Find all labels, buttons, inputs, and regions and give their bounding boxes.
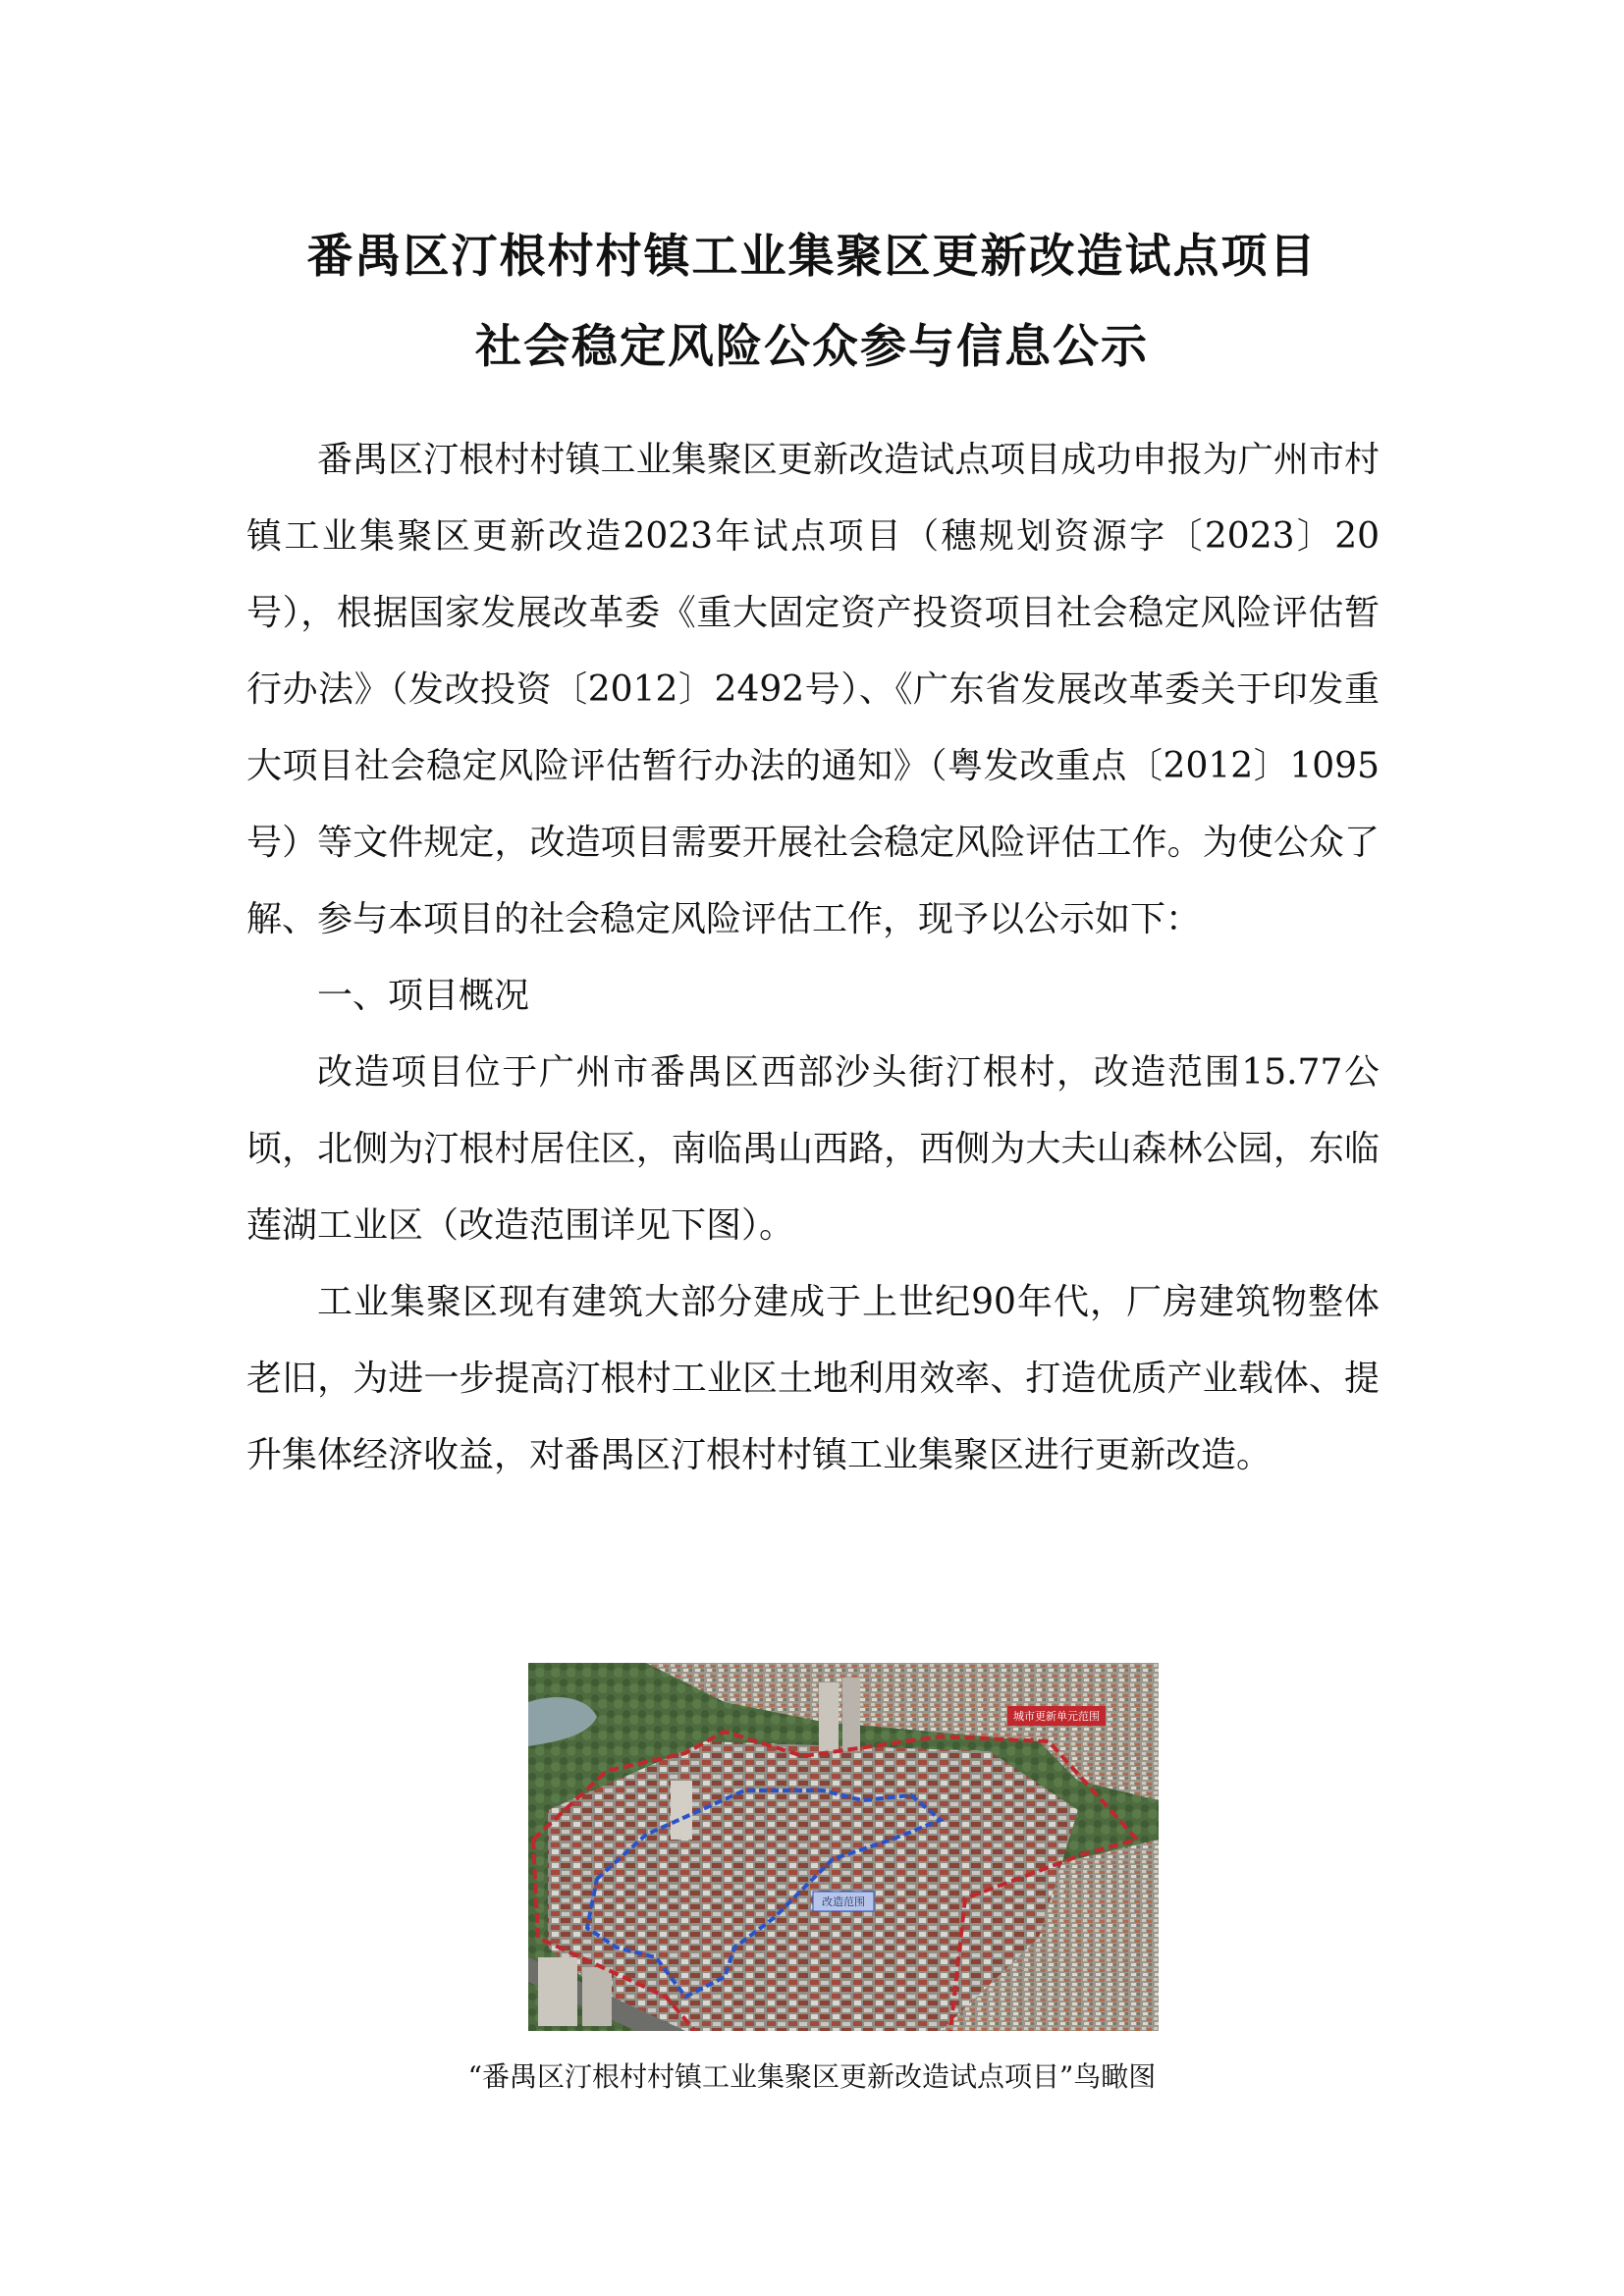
intro-paragraph: 番禺区汀根村村镇工业集聚区更新改造试点项目成功申报为广州市村镇工业集聚区更新改造2023年试点项目（穗规划资源字〔2023〕20号），根据国家发展改革委《重大固定资产投资项目社会稳定风险评估暂行办法》（发改投资〔2012〕2492号）、《广东省发展改革委关于印发重大项目社会稳定风险评估暂行办法的通知》（粤发改重点〔2012〕1095号）等文件规定，改造项目需要开展社会稳定风险评估工作。为使公众了解、参与本项目的社会稳定风险评估工作，现予以公示如下： [246, 440, 1380, 939]
section-heading-project-overview: 一、项目概况 [317, 976, 530, 1016]
figure-caption: “番禺区汀根村村镇工业集聚区更新改造试点项目”鸟瞰图 [467, 2060, 1157, 2093]
tower [582, 1967, 612, 2026]
location-paragraph: 改造项目位于广州市番禺区西部沙头街汀根村，改造范围15.77公顷，北侧为汀根村居住区，南临禺山西路，西侧为大夫山森林公园，东临莲湖工业区（改造范围详见下图）。 [246, 1052, 1380, 1246]
renewal-unit-label [1007, 1706, 1106, 1726]
background-paragraph: 工业集聚区现有建筑大部分建成于上世纪90年代，厂房建筑物整体老旧，为进一步提高汀根村工业区土地利用效率、打造优质产业载体、提升集体经济收益，对番禺区汀根村村镇工业集聚区进行更新改造。 [246, 1282, 1380, 1475]
tower [819, 1682, 839, 1751]
document-title-line-2: 社会稳定风险公众参与信息公示 [475, 320, 1149, 374]
tower [842, 1678, 860, 1751]
renovation-scope-label-text: 改造范围 [822, 1896, 865, 1908]
renovation-scope-label [813, 1892, 874, 1911]
tower [671, 1781, 692, 1840]
aerial-view-illustration [528, 1663, 1159, 2031]
aerial-view-image [528, 1663, 1159, 2031]
document-body [246, 422, 1380, 1494]
document-title-line-1: 番禺区汀根村村镇工业集聚区更新改造试点项目 [306, 230, 1318, 284]
tower [538, 1957, 577, 2026]
renewal-unit-label-text: 城市更新单元范围 [1013, 1710, 1100, 1723]
